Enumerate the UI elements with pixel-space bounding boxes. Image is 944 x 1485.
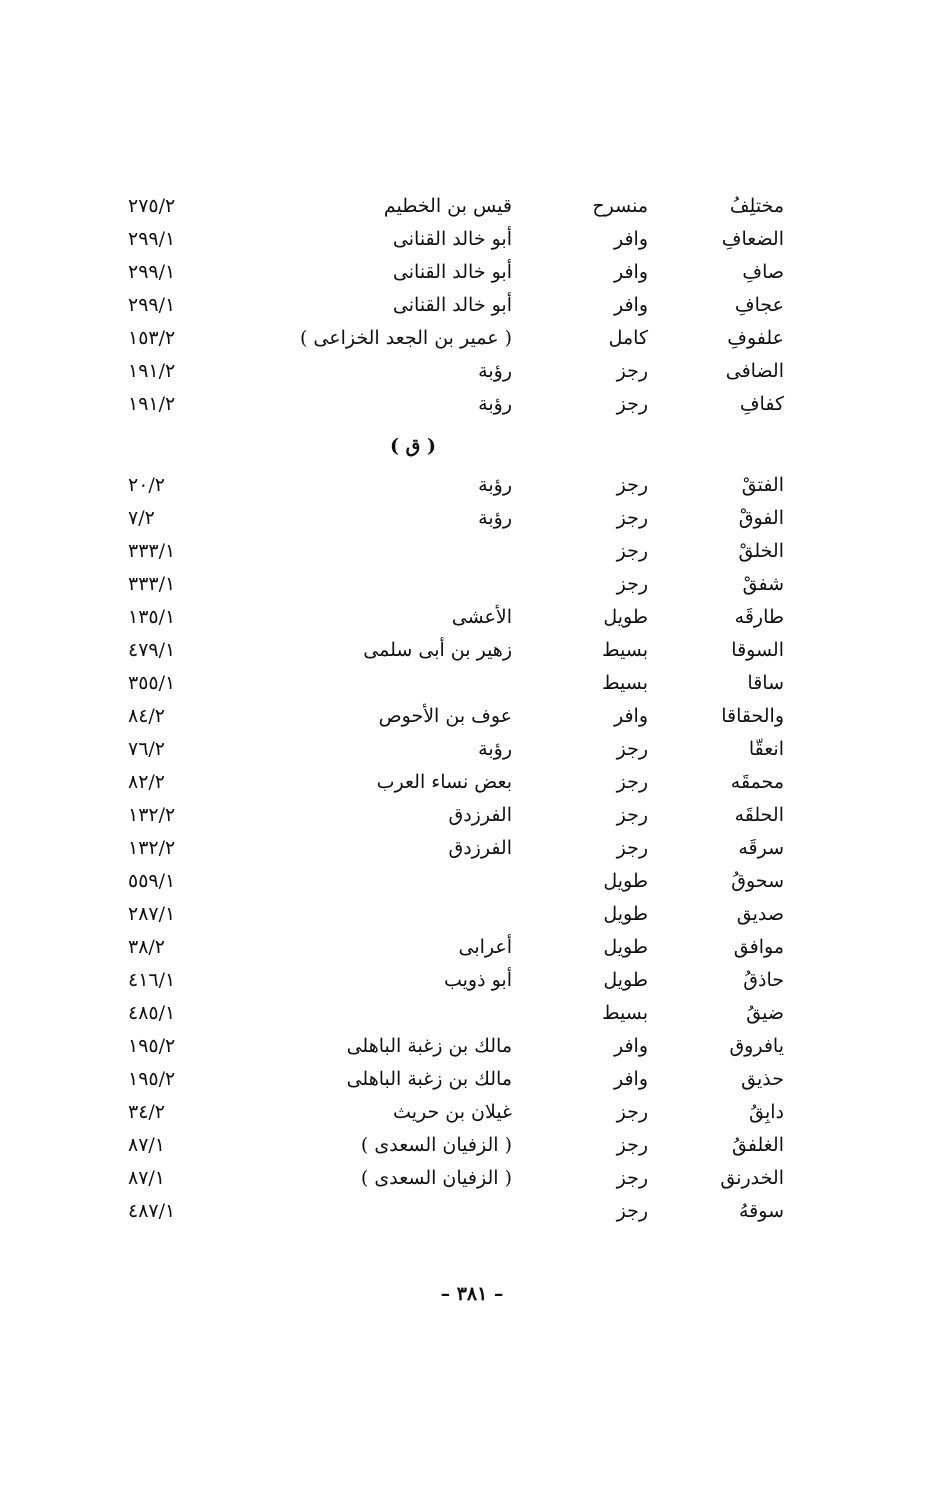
rhyme-word: مختلِفُ [729, 195, 784, 217]
rhyme-word: حاذقُ [743, 969, 784, 991]
meter-name: رجز [616, 393, 648, 415]
meter-name: رجز [616, 474, 648, 496]
index-row [0, 289, 944, 322]
rhyme-word: الحلقَه [734, 804, 784, 826]
index-row [0, 964, 944, 997]
rhyme-word: ضيقُ [746, 1002, 784, 1024]
index-row [0, 997, 944, 1030]
index-row [0, 502, 944, 535]
poet-name: رؤبة [478, 507, 512, 529]
poet-name: ( عمير بن الجعد الخزاعى ) [299, 327, 512, 349]
volume-page-ref: ١٩١/٢ [128, 360, 176, 382]
poet-name: رؤبة [478, 360, 512, 382]
index-row [0, 634, 944, 667]
volume-page-ref: ١٣٢/٢ [128, 804, 176, 826]
meter-name: رجز [616, 1134, 648, 1156]
meter-name: رجز [616, 360, 648, 382]
index-row [0, 1030, 944, 1063]
poet-name: الفرزدق [448, 804, 512, 826]
meter-name: رجز [616, 507, 648, 529]
volume-page-ref: ٤٧٩/١ [128, 639, 176, 661]
volume-page-ref: ٨٧/١ [128, 1167, 166, 1189]
rhyme-word: انعقّا [748, 738, 784, 760]
meter-name: وافر [613, 228, 648, 250]
index-row [0, 568, 944, 601]
section-heading-label: ( ق ) [390, 435, 436, 457]
meter-name: كامل [608, 327, 648, 349]
index-row [0, 355, 944, 388]
poet-name: أبو خالد القنانى [392, 261, 512, 283]
volume-page-ref: ١٣٥/١ [128, 606, 176, 628]
index-row [0, 799, 944, 832]
index-row [0, 190, 944, 223]
meter-name: رجز [616, 837, 648, 859]
rhyme-word: عجافِ [734, 294, 784, 316]
meter-name: طويل [603, 903, 648, 925]
poet-name: رؤبة [478, 474, 512, 496]
rhyme-word: يافروق [729, 1035, 784, 1057]
poet-name: عوف بن الأحوص [378, 705, 512, 727]
page-number: – ٣٨١ – [440, 1283, 504, 1305]
volume-page-ref: ٤١٦/١ [128, 969, 176, 991]
volume-page-ref: ٤٨٧/١ [128, 1200, 176, 1222]
meter-name: وافر [613, 705, 648, 727]
index-row [0, 223, 944, 256]
rhyme-word: طارقَه [734, 606, 784, 628]
volume-page-ref: ٢٩٩/١ [128, 294, 176, 316]
index-row [0, 865, 944, 898]
meter-name: رجز [616, 1167, 648, 1189]
meter-name: بسيط [601, 672, 648, 694]
volume-page-ref: ٧/٢ [128, 507, 155, 529]
volume-page-ref: ١٩٥/٢ [128, 1068, 176, 1090]
rhyme-word: محمقَه [730, 771, 784, 793]
rhyme-word: السوقا [731, 639, 784, 661]
meter-name: بسيط [601, 639, 648, 661]
poet-name: غيلان بن حريث [393, 1101, 512, 1123]
rhyme-word: الفوقْ [738, 507, 784, 529]
rhyme-word: سوقهُ [738, 1200, 784, 1222]
poet-name: ( الزفيان السعدى ) [360, 1134, 512, 1156]
volume-page-ref: ٨٧/١ [128, 1134, 166, 1156]
volume-page-ref: ٨٤/٢ [128, 705, 166, 727]
volume-page-ref: ١٩١/٢ [128, 393, 176, 415]
meter-name: طويل [603, 870, 648, 892]
poet-name: الأعشى [451, 606, 512, 628]
poet-name: رؤبة [478, 738, 512, 760]
index-row [0, 1195, 944, 1228]
rhyme-word: علفوفِ [727, 327, 784, 349]
meter-name: منسرح [592, 195, 648, 217]
meter-name: طويل [603, 606, 648, 628]
index-row [0, 388, 944, 421]
meter-name: رجز [616, 771, 648, 793]
volume-page-ref: ٢٧٥/٢ [128, 195, 176, 217]
rhyme-word: الضافى [725, 360, 784, 382]
verse-index-table [0, 190, 944, 1228]
meter-name: رجز [616, 804, 648, 826]
rhyme-word: شفقْ [742, 573, 784, 595]
meter-name: طويل [603, 936, 648, 958]
rhyme-word: صديق [736, 903, 784, 925]
index-row [0, 535, 944, 568]
index-row [0, 1129, 944, 1162]
volume-page-ref: ٤٨٥/١ [128, 1002, 176, 1024]
meter-name: رجز [616, 738, 648, 760]
volume-page-ref: ٣٤/٢ [128, 1101, 166, 1123]
poet-name: قيس بن الخطيم [383, 195, 512, 217]
index-row [0, 733, 944, 766]
index-row [0, 1162, 944, 1195]
meter-name: وافر [613, 261, 648, 283]
index-row [0, 1063, 944, 1096]
poet-name: بعض نساء العرب [376, 771, 512, 793]
meter-name: وافر [613, 294, 648, 316]
volume-page-ref: ٥٥٩/١ [128, 870, 176, 892]
meter-name: رجز [616, 573, 648, 595]
rhyme-word: سرقَه [738, 837, 784, 859]
meter-name: بسيط [601, 1002, 648, 1024]
rhyme-word: الخلقْ [738, 540, 784, 562]
index-row [0, 469, 944, 502]
rhyme-word: موافق [733, 936, 784, 958]
index-row [0, 898, 944, 931]
rhyme-word: سحوقُ [731, 870, 784, 892]
meter-name: طويل [603, 969, 648, 991]
poet-name: أبو خالد القنانى [392, 228, 512, 250]
meter-name: رجز [616, 540, 648, 562]
rhyme-word: دابِقُ [749, 1101, 784, 1123]
volume-page-ref: ٣٣٣/١ [128, 540, 176, 562]
index-row [0, 832, 944, 865]
rhyme-word: الضعافِ [721, 228, 784, 250]
meter-name: رجز [616, 1200, 648, 1222]
poet-name: مالك بن زغبة الباهلى [346, 1035, 512, 1057]
index-row [0, 766, 944, 799]
meter-name: وافر [613, 1035, 648, 1057]
index-row [0, 601, 944, 634]
poet-name: أعرابى [458, 936, 512, 958]
section-heading [0, 421, 944, 469]
poet-name: زهير بن أبى سلمى [363, 639, 512, 661]
index-row [0, 322, 944, 355]
index-row [0, 1096, 944, 1129]
volume-page-ref: ٢٨٧/١ [128, 903, 176, 925]
index-row [0, 700, 944, 733]
rhyme-word: كفافِ [739, 393, 784, 415]
volume-page-ref: ٣٨/٢ [128, 936, 166, 958]
index-row [0, 931, 944, 964]
rhyme-word: الخدرنق [720, 1167, 784, 1189]
rhyme-word: الفتقْ [741, 474, 784, 496]
poet-name: رؤبة [478, 393, 512, 415]
volume-page-ref: ٧٦/٢ [128, 738, 166, 760]
volume-page-ref: ٨٢/٢ [128, 771, 166, 793]
poet-name: ( الزفيان السعدى ) [360, 1167, 512, 1189]
meter-name: رجز [616, 1101, 648, 1123]
volume-page-ref: ٢٩٩/١ [128, 228, 176, 250]
index-row [0, 667, 944, 700]
rhyme-word: الغلفقُ [732, 1134, 784, 1156]
rhyme-word: حذيق [741, 1068, 784, 1090]
volume-page-ref: ١٩٥/٢ [128, 1035, 176, 1057]
volume-page-ref: ١٣٢/٢ [128, 837, 176, 859]
rhyme-word: ساقا [747, 672, 784, 694]
volume-page-ref: ٣٣٣/١ [128, 573, 176, 595]
volume-page-ref: ١٥٣/٢ [128, 327, 176, 349]
poet-name: مالك بن زغبة الباهلى [346, 1068, 512, 1090]
poet-name: الفرزدق [448, 837, 512, 859]
rhyme-word: صافِ [742, 261, 784, 283]
volume-page-ref: ٣٥٥/١ [128, 672, 176, 694]
volume-page-ref: ٢٩٩/١ [128, 261, 176, 283]
volume-page-ref: ٢٠/٢ [128, 474, 166, 496]
rhyme-word: والحقاقا [721, 705, 784, 727]
poet-name: أبو ذويب [443, 969, 512, 991]
index-row [0, 256, 944, 289]
meter-name: وافر [613, 1068, 648, 1090]
poet-name: أبو خالد القنانى [392, 294, 512, 316]
